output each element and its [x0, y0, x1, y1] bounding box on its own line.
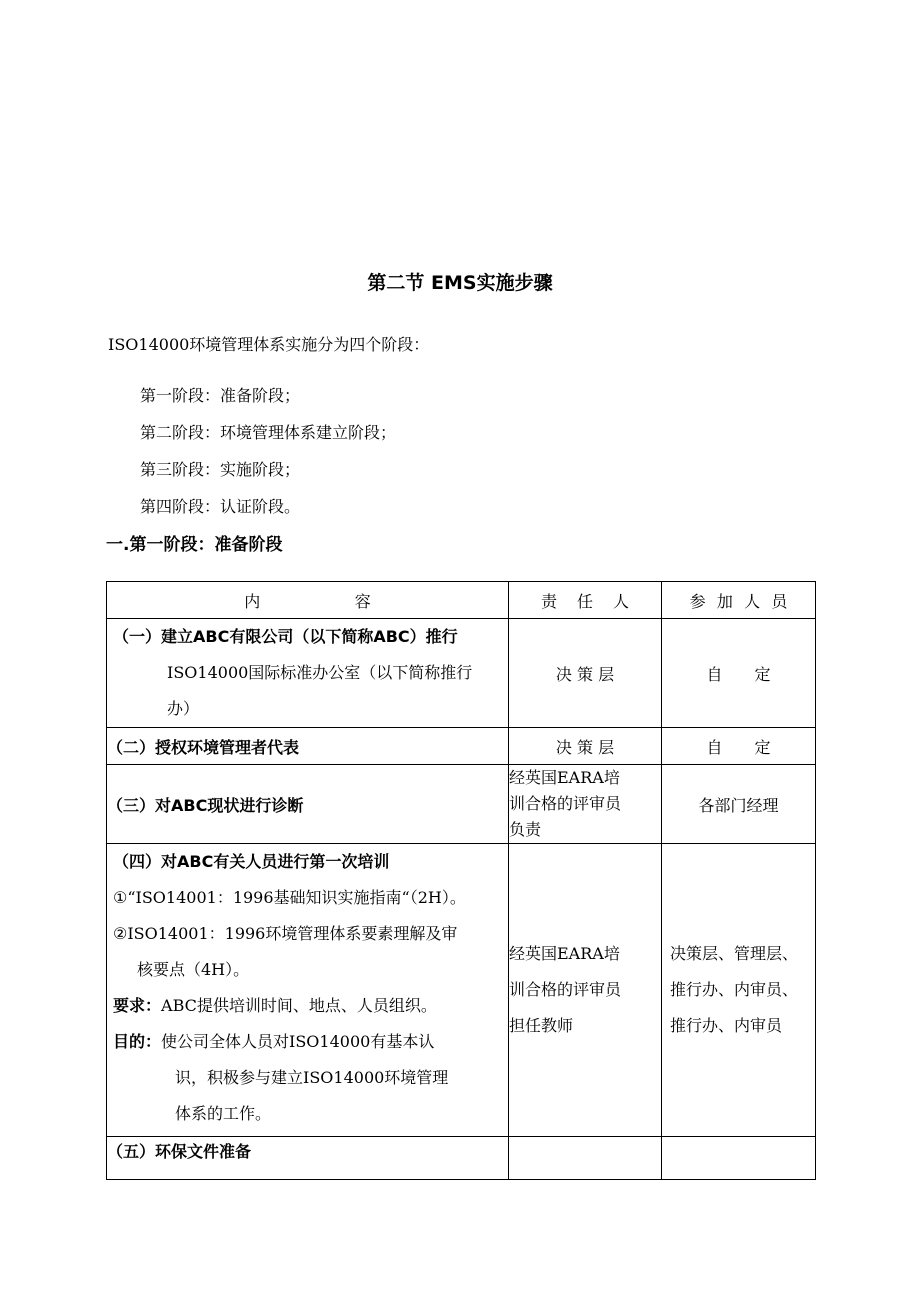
row-4-responsible [509, 844, 662, 1137]
header-responsible-char: 责 [540, 591, 557, 611]
table-row [107, 728, 816, 765]
row-3-responsible [509, 765, 662, 844]
training-heading: （四）对ABC有关人员进行第一次培训 [113, 852, 390, 871]
row-1-content-line: ISO14000国际标准办公室（以下简称推行 [167, 663, 473, 682]
plan-table [106, 581, 816, 1180]
goal-label: 目的： [113, 1032, 162, 1051]
row-2-responsible: 决 策 层 [509, 728, 662, 765]
row-1-content-line: 办） [167, 699, 200, 718]
row-5-responsible [509, 1137, 662, 1180]
row-1-participants: 自 定 [662, 619, 816, 728]
requirement-text: ABC提供培训时间、地点、人员组织。 [161, 996, 437, 1015]
page-title: 第二节 EMS实施步骤 [367, 272, 553, 294]
intro-text: ISO14000环境管理体系实施分为四个阶段： [108, 335, 430, 354]
row-4-participants-line: 推行办、内审员、 [670, 980, 799, 999]
row-4-responsible-line: 训合格的评审员 [509, 980, 622, 999]
row-4-participants-line: 推行办、内审员 [670, 1016, 783, 1035]
header-responsible-char: 人 [612, 591, 629, 611]
table-row [107, 1137, 816, 1180]
row-1-content [107, 619, 509, 728]
row-4-content [107, 844, 509, 1137]
row-3-participants: 各部门经理 [662, 765, 816, 844]
requirement-label: 要求： [113, 996, 162, 1015]
stage-item-1: 第一阶段：准备阶段； [140, 386, 301, 405]
row-2-participants: 自 定 [662, 728, 816, 765]
header-content-char: 容 [354, 591, 371, 611]
row-3-content: （三）对ABC现状进行诊断 [107, 765, 509, 844]
training-item-1: ①“ISO14001：1996基础知识实施指南“（2H）。 [113, 888, 466, 907]
training-item-2-cont: 核要点（4H）。 [137, 960, 250, 979]
row-3-responsible-line: 经英国EARA培 [509, 768, 620, 787]
stage-item-3: 第三阶段：实施阶段； [140, 460, 301, 479]
header-participants-char: 参 [689, 591, 706, 611]
row-4-responsible-line: 担任教师 [509, 1016, 574, 1035]
table-header-row [107, 582, 816, 619]
stage-item-2: 第二阶段：环境管理体系建立阶段； [140, 423, 397, 442]
header-content [107, 582, 509, 619]
row-4-responsible-line: 经英国EARA培 [509, 944, 620, 963]
header-content-char: 内 [244, 591, 261, 611]
table-row [107, 844, 816, 1137]
row-2-content: （二）授权环境管理者代表 [107, 728, 509, 765]
row-5-participants [662, 1137, 816, 1180]
row-1-responsible: 决 策 层 [509, 619, 662, 728]
goal-text-cont: 体系的工作。 [175, 1104, 272, 1123]
header-participants-char: 人 [744, 591, 761, 611]
row-4-participants-line: 决策层、管理层、 [670, 944, 799, 963]
row-4-participants [662, 844, 816, 1137]
training-goal [113, 1024, 502, 1060]
header-responsible-char: 任 [576, 591, 593, 611]
row-5-content: （五）环保文件准备 [107, 1137, 509, 1180]
training-item-2: ②ISO14001：1996环境管理体系要素理解及审 [113, 924, 458, 943]
row-3-responsible-line: 训合格的评审员 [509, 794, 622, 813]
row-1-content-line: （一）建立ABC有限公司（以下简称ABC）推行 [113, 627, 458, 646]
table-row [107, 619, 816, 728]
row-3-responsible-line: 负责 [509, 820, 542, 839]
section-heading: 一.第一阶段：准备阶段 [106, 535, 283, 555]
header-participants-char: 员 [771, 591, 788, 611]
goal-text: 使公司全体人员对ISO14000有基本认 [161, 1032, 435, 1051]
training-requirement [113, 988, 502, 1024]
table-row [107, 765, 816, 844]
header-responsible [509, 582, 662, 619]
header-participants-char: 加 [716, 591, 733, 611]
stage-item-4: 第四阶段：认证阶段。 [140, 497, 301, 516]
header-participants [662, 582, 816, 619]
goal-text-cont: 识，积极参与建立ISO14000环境管理 [175, 1068, 449, 1087]
